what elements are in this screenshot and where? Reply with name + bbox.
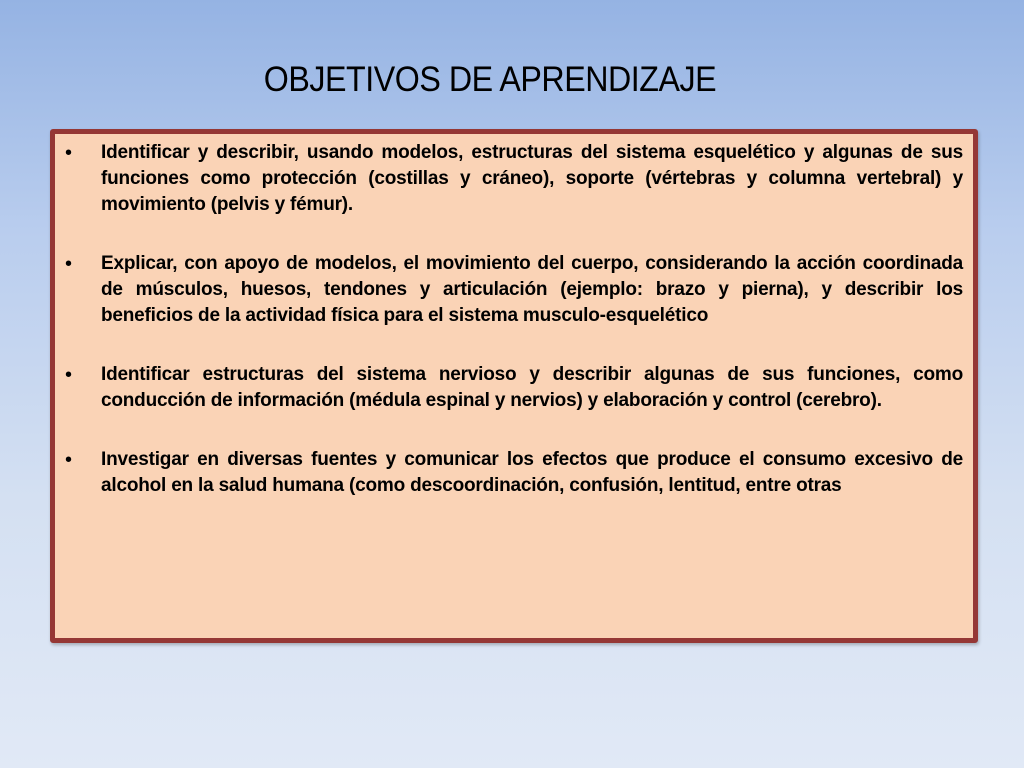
bullet-icon: • [65, 449, 73, 471]
objective-text: Explicar, con apoyo de modelos, el movimiento del cuerpo, considerando la acción coordinada de músculos, huesos, tendones y articulación (ejemplo: brazo y pierna), y describir los beneficios de la actividad física para el sistema musculo-esquelético [101, 253, 963, 326]
objective-text: Identificar estructuras del sistema nervioso y describir algunas de sus funciones, como conducción de información (médula espinal y nervios) y elaboración y control (cerebro). [101, 364, 963, 411]
objective-item [55, 140, 973, 218]
bullet-icon: • [65, 364, 73, 386]
bullet-icon: • [65, 142, 73, 164]
objective-item [55, 362, 973, 414]
objective-item [55, 251, 973, 329]
bullet-icon: • [65, 253, 73, 275]
objective-text: Identificar y describir, usando modelos, estructuras del sistema esquelético y algunas de sus funciones como protección (costillas y cráneo), soporte (vértebras y columna vertebral) y movimiento (pelvis y fémur). [101, 142, 963, 215]
objective-item [55, 447, 973, 499]
objectives-box [50, 129, 978, 643]
objectives-list [55, 140, 973, 532]
slide-title: OBJETIVOS DE APRENDIZAJE [263, 60, 717, 99]
objective-text: Investigar en diversas fuentes y comunicar los efectos que produce el consumo excesivo de alcohol en la salud humana (como descoordinación, confusión, lentitud, entre otras [101, 449, 963, 496]
